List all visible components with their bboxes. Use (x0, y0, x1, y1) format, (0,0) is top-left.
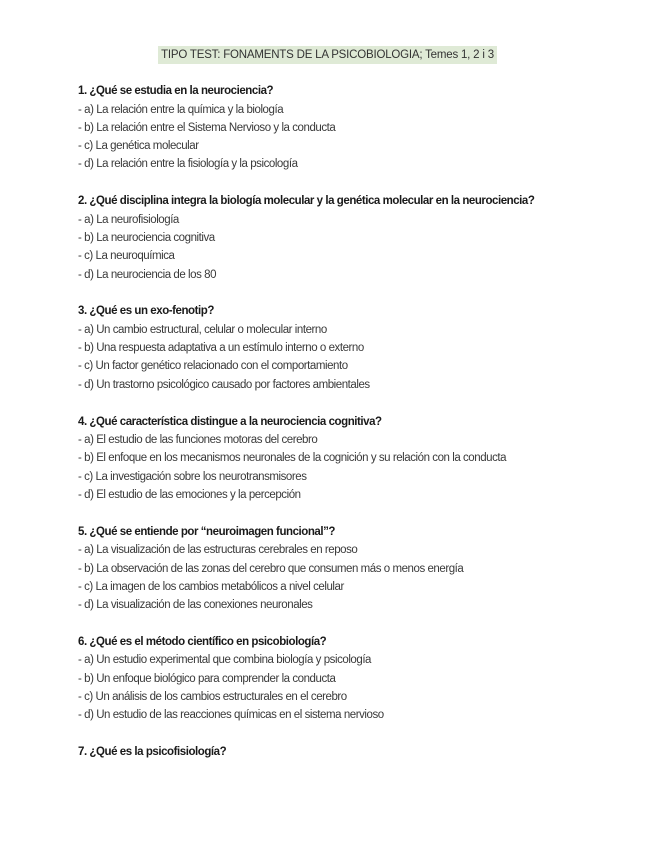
question-7 (78, 743, 598, 762)
option-a: - a) El estudio de las funciones motoras del cerebro (78, 434, 318, 447)
option-a: - a) La visualización de las estructuras cerebrales en reposo (78, 544, 358, 557)
option-b: - b) La observación de las zonas del cerebro que consumen más o menos energía (78, 562, 464, 575)
question-text: 3. ¿Qué es un exo-fenotip? (78, 305, 214, 318)
option-d: - d) La neurociencia de los 80 (78, 268, 217, 281)
option-d: - d) La relación entre la fisiología y la psicología (78, 158, 298, 171)
option-d: - d) La visualización de las conexiones neuronales (78, 599, 313, 612)
option-a: - a) La neurofisiología (78, 213, 179, 226)
option-a: - a) Un estudio experimental que combina biología y psicología (78, 654, 372, 667)
option-c: - c) La imagen de los cambios metabólicos a nivel celular (78, 580, 344, 593)
question-list (78, 82, 598, 780)
question-text: 6. ¿Qué es el método científico en psicobiología? (78, 635, 327, 648)
option-c: - c) La genética molecular (78, 140, 199, 153)
option-a: - a) La relación entre la química y la biología (78, 103, 284, 116)
question-text: 1. ¿Qué se estudia en la neurociencia? (78, 85, 274, 97)
question-3 (78, 302, 598, 394)
option-d: - d) Un trastorno psicológico causado por factores ambientales (78, 378, 370, 391)
option-b: - b) La neurociencia cognitiva (78, 231, 215, 244)
option-a: - a) Un cambio estructural, celular o molecular interno (78, 323, 327, 336)
option-b: - b) La relación entre el Sistema Nervioso y la conducta (78, 121, 336, 134)
option-d: - d) El estudio de las emociones y la percepción (78, 488, 301, 501)
question-text: 4. ¿Qué característica distingue a la neurociencia cognitiva? (78, 415, 382, 428)
option-c: - c) La investigación sobre los neurotransmisores (78, 470, 307, 483)
question-text: 5. ¿Qué se entiende por “neuroimagen funcional”? (78, 525, 335, 538)
title-wrapper (0, 45, 655, 64)
question-text: 7. ¿Qué es la psicofisiología? (78, 746, 227, 759)
option-b: - b) El enfoque en los mecanismos neuronales de la cognición y su relación con la conducta (78, 452, 507, 465)
document-title: TIPO TEST: FONAMENTS DE LA PSICOBIOLOGIA; Temes 1, 2 i 3 (158, 46, 497, 64)
option-c: - c) Un factor genético relacionado con el comportamiento (78, 360, 348, 373)
option-b: - b) Una respuesta adaptativa a un estímulo interno o externo (78, 342, 364, 355)
option-c: - c) La neuroquímica (78, 250, 175, 263)
option-c: - c) Un análisis de los cambios estructurales en el cerebro (78, 691, 347, 704)
question-1 (78, 82, 598, 174)
question-5 (78, 523, 598, 615)
question-text: 2. ¿Qué disciplina integra la biología molecular y la genética molecular en la neurociencia? (78, 195, 535, 208)
question-6 (78, 633, 598, 725)
option-b: - b) Un enfoque biológico para comprender la conducta (78, 672, 336, 685)
question-2 (78, 192, 598, 284)
question-4 (78, 413, 598, 505)
option-d: - d) Un estudio de las reacciones químicas en el sistema nervioso (78, 709, 384, 722)
